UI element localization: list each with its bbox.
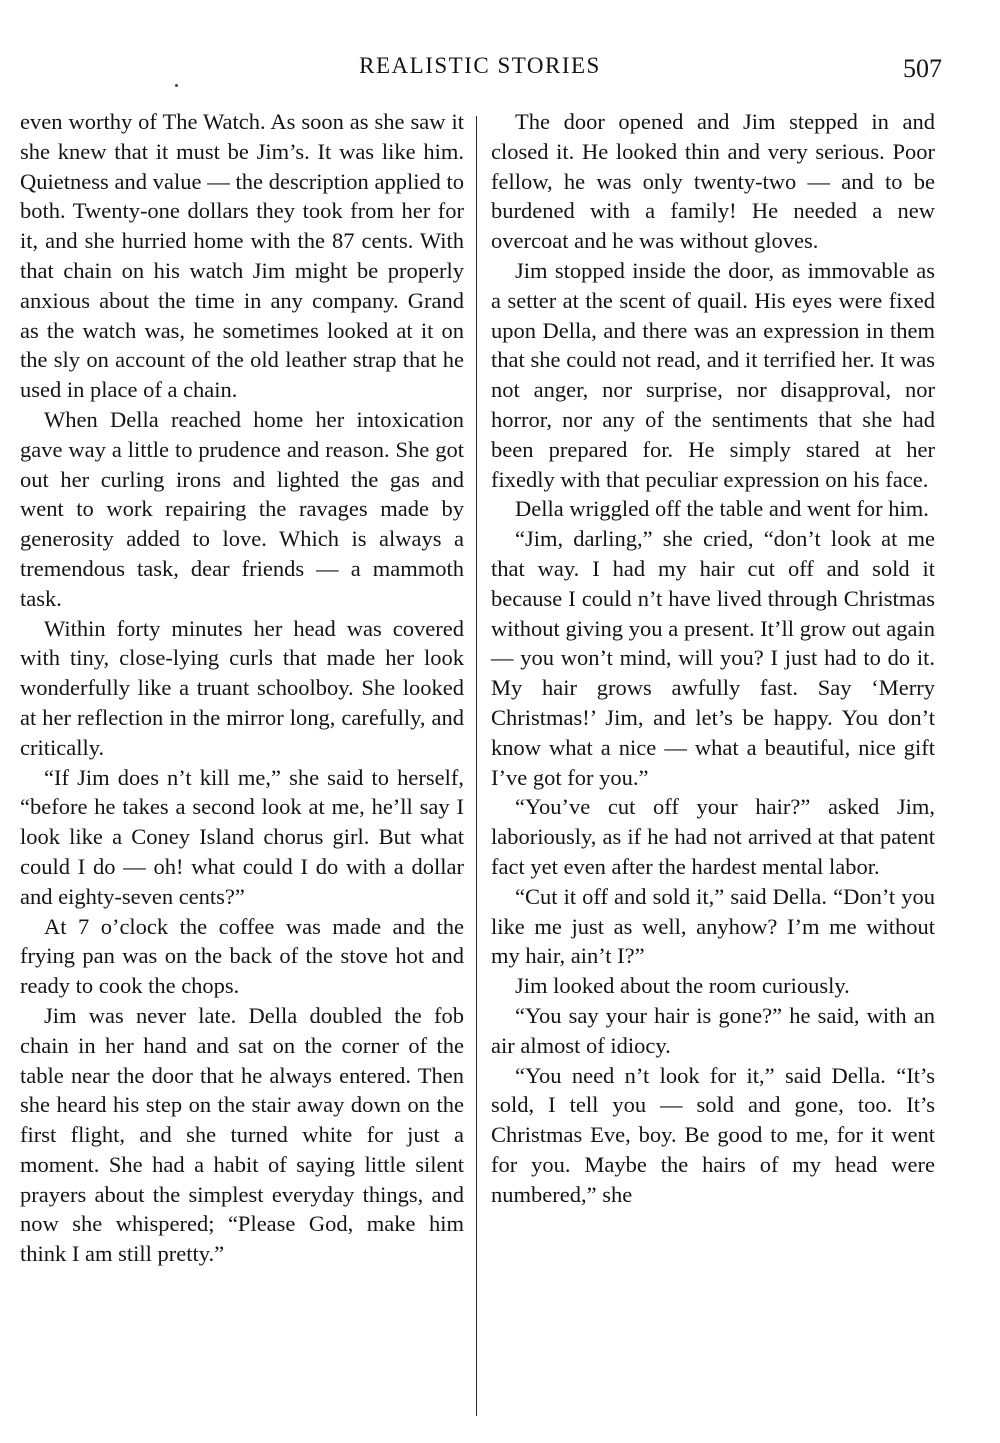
paragraph: The door opened and Jim stepped in and closed it. He looked thin and very serious. Poor fellow, he was only twenty-two — and to be burdened with a family! He needed a new overcoat and he was without gloves. — [491, 109, 935, 254]
paragraph: “You say your hair is gone?” he said, with an air almost of idiocy. — [491, 1002, 935, 1058]
paragraph: Della wriggled off the table and went for him. — [515, 496, 929, 522]
paragraph: “You need n’t look for it,” said Della. “It’s sold, I tell you — sold and gone, too. It’s Christmas Eve, boy. Be good to me, for it went for you. Maybe the hairs of my head were numbered,” she — [491, 1062, 935, 1207]
running-head — [0, 52, 1000, 86]
print-speck-icon — [175, 84, 178, 87]
paragraph: “Cut it off and sold it,” said Della. “Don’t you like me just as well, anyhow? I’m me without my hair, ain’t I?” — [491, 883, 935, 969]
left-column — [20, 107, 464, 1269]
page-number: 507 — [903, 54, 942, 83]
paragraph: Jim stopped inside the door, as immovable as a setter at the scent of quail. His eyes were fixed upon Della, and there was an expression in them that she could not read, and it terrified her. It was not anger, nor surprise, nor disapproval, nor horror, nor any of the sentiments that she had been prepared for. He simply stared at her fixedly with that peculiar expression on his face. — [491, 257, 935, 492]
paragraph: Within forty minutes her head was covered with tiny, close-lying curls that made her look wonderfully like a truant schoolboy. She looked at her reflection in the mirror long, carefully, and critically. — [20, 615, 464, 760]
paragraph: Jim looked about the room curiously. — [515, 973, 850, 999]
paragraph: even worthy of The Watch. As soon as she saw it she knew that it must be Jim’s. It was like him. Quietness and value — the description applied to both. Twenty-one dollars they took from her for it, and she hurried home with the 87 cents. With that chain on his watch Jim might be properly anxious about the time in any company. Grand as the watch was, he sometimes looked at it on the sly on account of the old leather strap that he used in place of a chain. — [20, 109, 464, 403]
paragraph: When Della reached home her intoxication gave way a little to prudence and reason. She got out her curling irons and lighted the gas and went to work repairing the ravages made by generosity added to love. Which is always a tremendous task, dear friends — a mammoth task. — [20, 406, 464, 611]
running-title: REALISTIC STORIES — [359, 53, 601, 78]
column-divider — [476, 116, 477, 1416]
right-column — [491, 107, 935, 1209]
paragraph: “If Jim does n’t kill me,” she said to herself, “before he takes a second look at me, he’ll say I look like a Coney Island chorus girl. But what could I do — oh! what could I do with a dollar and eighty-seven cents?” — [20, 764, 464, 909]
paragraph: Jim was never late. Della doubled the fob chain in her hand and sat on the corner of the table near the door that he always entered. Then she heard his step on the stair away down on the first flight, and she turned white for just a moment. She had a habit of saying little silent prayers about the simplest everyday things, and now she whispered; “Please God, make him think I am still pretty.” — [20, 1002, 464, 1267]
paragraph: At 7 o’clock the coffee was made and the frying pan was on the back of the stove hot and ready to cook the chops. — [20, 913, 464, 999]
paragraph: “You’ve cut off your hair?” asked Jim, laboriously, as if he had not arrived at that patent fact yet even after the hardest mental labor. — [491, 794, 935, 879]
paragraph: “Jim, darling,” she cried, “don’t look at me that way. I had my hair cut off and sold it because I could n’t have lived through Christmas without giving you a present. It’ll grow out again — you won’t mind, will you? I just had to do it. My hair grows awfully fast. Say ‘Merry Christmas!’ Jim, and let’s be happy. You don’t know what a nice — what a beautiful, nice gift I’ve got for you.” — [491, 526, 935, 790]
